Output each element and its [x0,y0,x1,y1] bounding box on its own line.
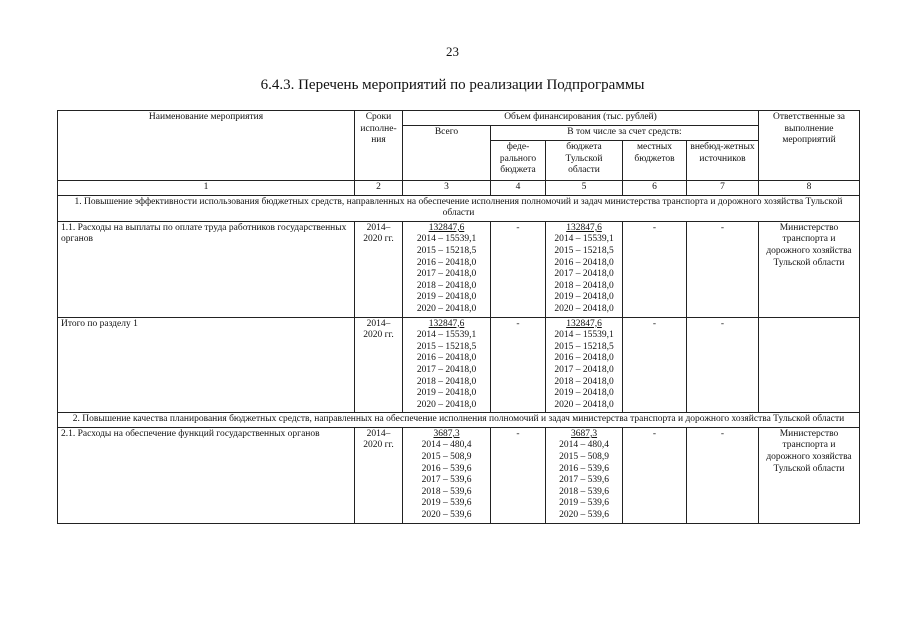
total-by-year [406,440,487,521]
measure-offbudget: - [687,221,759,317]
year-value: 2015 – 15218,5 [416,245,477,256]
total-offbudget: - [687,317,759,413]
year-value: 2019 – 20418,0 [554,388,614,399]
total-local: - [623,317,687,413]
year-value: 2019 – 20418,0 [416,292,477,303]
measure-local: - [623,221,687,317]
header-funding: Объем финансирования (тыс. рублей) [403,111,759,126]
year-value: 2015 – 508,9 [559,452,609,463]
year-value: 2020 – 20418,0 [554,399,614,410]
header-federal: феде-рального бюджета [491,141,546,181]
regional-sum: 132847,6 [566,222,602,233]
year-value: 2017 – 20418,0 [554,364,614,375]
year-value: 2014 – 15539,1 [416,330,477,341]
total-sum: 132847,6 [428,318,465,329]
year-value: 2017 – 539,6 [559,475,609,486]
year-value: 2017 – 20418,0 [416,269,477,280]
measure-terms: 2014–2020 гг. [355,221,403,317]
year-value: 2014 – 480,4 [559,440,609,451]
year-value: 2018 – 20418,0 [416,280,477,291]
year-value: 2014 – 15539,1 [554,330,614,341]
measure-total [403,427,491,523]
year-value: 2019 – 20418,0 [416,388,477,399]
total-terms: 2014–2020 гг. [355,317,403,413]
year-value: 2020 – 20418,0 [416,303,477,314]
section-1-header [58,195,860,221]
year-value: 2014 – 480,4 [421,440,472,451]
header-responsible: Ответственные за выполнение мероприятий [759,111,860,181]
header-regional: бюджета Тульской области [546,141,623,181]
measure-regional [546,427,623,523]
year-value: 2020 – 20418,0 [416,399,477,410]
header-name: Наименование мероприятия [58,111,355,181]
year-value: 2019 – 539,6 [421,498,472,509]
header-total: Всего [403,126,491,181]
year-value: 2016 – 20418,0 [554,353,614,364]
year-value: 2016 – 20418,0 [416,353,477,364]
year-value: 2020 – 20418,0 [554,303,614,314]
year-value: 2015 – 15218,5 [554,245,614,256]
regional-by-year [549,234,619,315]
year-value: 2016 – 20418,0 [416,257,477,268]
year-value: 2016 – 539,6 [559,463,609,474]
regional-by-year [549,440,619,521]
column-number: 3 [403,181,491,196]
regional-by-year [549,330,619,411]
measure-regional [546,221,623,317]
total-label: Итого по разделу 1 [58,317,355,413]
year-value: 2017 – 20418,0 [416,364,477,375]
measure-name: 2.1. Расходы на обеспечение функций государственных органов [58,427,355,523]
column-number: 6 [623,181,687,196]
header-offbudget: внебюд-жетных источников [687,141,759,181]
measure-terms: 2014–2020 гг. [355,427,403,523]
measure-federal: - [491,427,546,523]
measure-federal: - [491,221,546,317]
column-number: 1 [58,181,355,196]
year-value: 2018 – 20418,0 [554,376,614,387]
column-number: 2 [355,181,403,196]
page-number: 23 [446,44,459,59]
column-numbers-row [58,181,860,196]
column-number: 4 [491,181,546,196]
regional-sum: 132847,6 [566,318,602,329]
column-number: 7 [687,181,759,196]
section-2-title: 2. Повышение качества планирования бюджетных средств, направленных на обеспечение исполнения полномочий и задач министерства транспорта и дорожного хозяйства Тульской области [58,413,860,428]
document-title: 6.4.3. Перечень мероприятий по реализации Подпрограммы [260,77,645,93]
year-value: 2014 – 15539,1 [554,234,614,245]
column-number: 8 [759,181,860,196]
year-value: 2016 – 20418,0 [554,257,614,268]
table-row [58,427,860,523]
total-sum: 3687,3 [433,428,460,439]
year-value: 2018 – 539,6 [559,486,609,497]
total-sum: 132847,6 [428,222,465,233]
measure-local: - [623,427,687,523]
total-by-year [406,330,487,411]
section-total-row [58,317,860,413]
total-federal: - [491,317,546,413]
year-value: 2015 – 15218,5 [416,341,477,352]
header-including: В том числе за счет средств: [491,126,759,141]
year-value: 2018 – 539,6 [421,486,472,497]
regional-sum: 3687,3 [570,428,598,439]
year-value: 2015 – 508,9 [421,452,472,463]
year-value: 2015 – 15218,5 [554,341,614,352]
year-value: 2019 – 539,6 [559,498,609,509]
measure-offbudget: - [687,427,759,523]
year-value: 2016 – 539,6 [421,463,472,474]
total-total [403,317,491,413]
measures-table [57,110,860,524]
year-value: 2018 – 20418,0 [416,376,477,387]
header-local: местных бюджетов [623,141,687,181]
table-row [58,221,860,317]
column-number: 5 [546,181,623,196]
year-value: 2020 – 539,6 [421,510,472,521]
section-1-title: 1. Повышение эффективности использования бюджетных средств, направленных на обеспечение исполнения полномочий и задач министерства транспорта и дорожного хозяйства Тульской области [58,195,860,221]
measure-responsible: Министерство транспорта и дорожного хозяйства Тульской области [759,427,860,523]
measure-total [403,221,491,317]
year-value: 2019 – 20418,0 [554,292,614,303]
section-2-header [58,413,860,428]
header-terms: Сроки исполне-ния [355,111,403,181]
measure-name: 1.1. Расходы на выплаты по оплате труда работников государственных органов [58,221,355,317]
total-responsible [759,317,860,413]
year-value: 2020 – 539,6 [559,510,609,521]
year-value: 2014 – 15539,1 [416,234,477,245]
total-regional [546,317,623,413]
year-value: 2017 – 539,6 [421,475,472,486]
year-value: 2017 – 20418,0 [554,269,614,280]
measure-responsible: Министерство транспорта и дорожного хозяйства Тульской области [759,221,860,317]
year-value: 2018 – 20418,0 [554,280,614,291]
total-by-year [406,234,487,315]
